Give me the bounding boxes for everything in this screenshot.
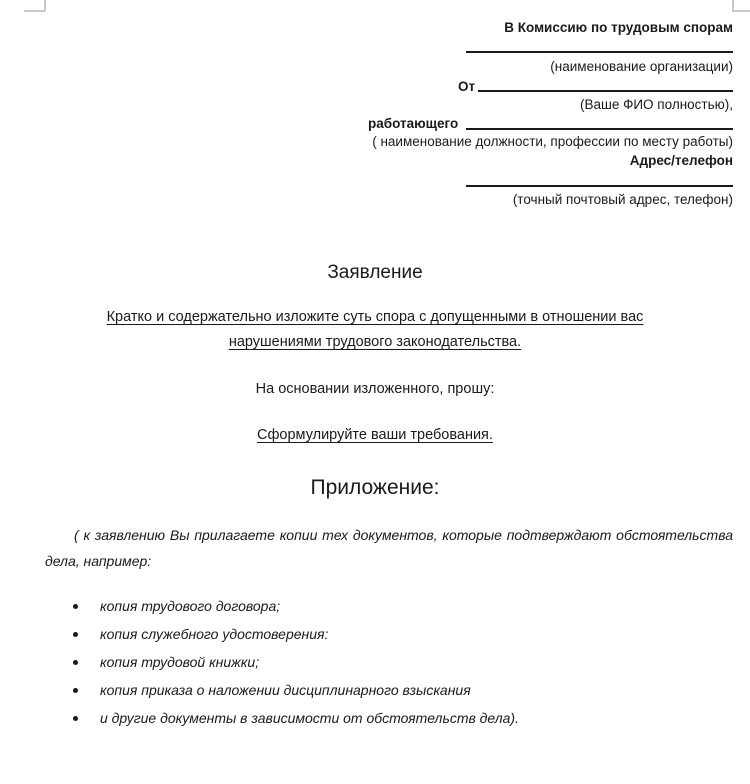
- appendix-intro: [45, 522, 733, 574]
- working-label: работающего: [368, 116, 459, 131]
- bullet-icon: [73, 688, 78, 693]
- request-intro: На основании изложенного, прошу:: [255, 381, 495, 397]
- statement-summary-line-1: Кратко и содержательно изложите суть спора с допущенными в отношении вас: [106, 309, 644, 325]
- statement-summary-line-2: нарушениями трудового законодательства.: [228, 334, 522, 350]
- list-item-text: копия служебного удостоверения:: [100, 626, 329, 642]
- from-label: От: [458, 79, 476, 94]
- list-item-text: копия приказа о наложении дисциплинарного взыскания: [100, 682, 471, 698]
- list-item-text: копия трудовой книжки;: [100, 654, 260, 670]
- position-line[interactable]: [466, 128, 733, 130]
- bullet-icon: [73, 632, 78, 637]
- bullet-icon: [73, 660, 78, 665]
- appendix-title: Приложение:: [310, 476, 440, 499]
- crop-mark-top-right-horizontal: [732, 10, 750, 12]
- crop-mark-top-left-horizontal: [24, 10, 45, 12]
- org-name-line[interactable]: [466, 51, 733, 53]
- fio-line[interactable]: [478, 90, 733, 92]
- bullet-icon: [73, 716, 78, 721]
- statement-title: Заявление: [327, 262, 423, 283]
- list-item-text: и другие документы в зависимости от обстоятельств дела).: [100, 710, 519, 726]
- org-name-hint: (наименование организации): [550, 59, 733, 74]
- fio-hint: (Ваше ФИО полностью),: [579, 97, 733, 112]
- list-item-text: копия трудового договора;: [100, 598, 281, 614]
- position-hint: ( наименование должности, профессии по месту работы): [372, 134, 733, 149]
- appendix-intro-text: ( к заявлению Вы прилагаете копии тех документов, которые подтверждают обстоятельства дела, например:: [45, 527, 733, 569]
- contact-line[interactable]: [466, 185, 733, 187]
- addressee: В Комиссию по трудовым спорам: [504, 20, 733, 35]
- request-hint: Сформулируйте ваши требования.: [257, 427, 493, 443]
- contact-label: Адрес/телефон: [629, 153, 733, 168]
- bullet-icon: [73, 604, 78, 609]
- contact-hint: (точный почтовый адрес, телефон): [512, 192, 733, 207]
